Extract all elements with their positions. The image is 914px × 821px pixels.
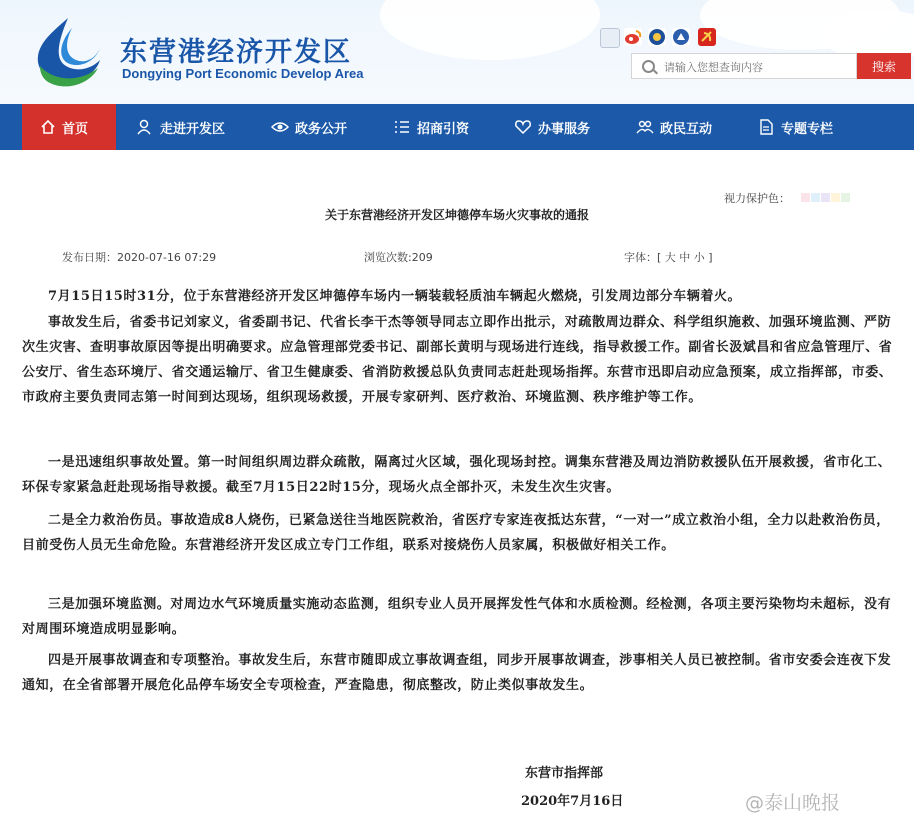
header-cloud: [380, 0, 600, 60]
document-icon: [757, 119, 775, 135]
nav-item-label: 首页: [62, 121, 89, 137]
article-title: 关于东营港经济开发区坤德停车场火灾事故的通报: [324, 208, 589, 222]
publish-date: 发布日期：2020-07-16 07:29: [62, 251, 217, 264]
font-size-switcher[interactable]: 字体：[ 大 中 小 ]: [624, 251, 713, 264]
view-count: 浏览次数:209: [364, 251, 433, 264]
sign-date: 2020年7月16日: [521, 794, 624, 809]
nav-item-label: 走进开发区: [160, 121, 226, 137]
user-icon: [136, 119, 154, 135]
nav-item-label: 办事服务: [538, 121, 591, 137]
search-input[interactable]: [662, 57, 851, 77]
nav-item-home[interactable]: [22, 104, 116, 150]
emblem-icon[interactable]: [672, 28, 690, 46]
nav-item-services[interactable]: [514, 104, 590, 150]
eye-icon: [271, 119, 289, 135]
article-paragraph: 三是加强环境监测。对周边水气环境质量实施动态监测，组织专业人员开展挥发性气体和水质检测。经检测，各项主要污染物均未超标，没有对周围环境造成明显影响。: [22, 597, 892, 637]
nav-item-label: 招商引资: [417, 121, 470, 137]
site-title: 东营港经济开发区: [120, 37, 352, 68]
main-nav: [0, 104, 914, 150]
nav-item-label: 政务公开: [295, 121, 348, 137]
nav-item-label: 专题专栏: [781, 121, 834, 137]
site-logo-icon[interactable]: [30, 14, 106, 90]
eye-care-color-swatch[interactable]: [811, 193, 820, 202]
people-icon: [636, 119, 654, 135]
article-paragraph: 事故发生后，省委书记刘家义，省委副书记、代省长李干杰等领导同志立即作出批示，对疏散周边群众、科学组织施救、加强环境监测、严防次生灾害、查明事故原因等提出明确要求。应急管理部党委书记、副部长黄明与现场进行连线，指导救援工作。副省长汲斌昌和省应急管理厅、省公安厅、省生态环境厅、省交通运输厅、省卫生健康委、省消防救援总队负责同志赶赴现场指挥。东营市迅即启动应急预案，成立指挥部，市委、市政府主要负责同志第一时间到达现场，组织现场救援，开展专家研判、医疗救治、环境监测、秩序维护等工作。: [22, 315, 893, 405]
nav-item-investment[interactable]: [393, 104, 469, 150]
site-subtitle: Dongying Port Economic Develop Area: [122, 66, 364, 81]
party-emblem-icon[interactable]: [698, 28, 716, 46]
nav-item-about[interactable]: [136, 104, 225, 150]
weibo-watermark: @泰山晚报: [745, 792, 841, 814]
nav-item-label: 政民互动: [660, 121, 713, 137]
nav-item-interaction[interactable]: [636, 104, 712, 150]
eye-care-color-swatch[interactable]: [831, 193, 840, 202]
police-badge-icon[interactable]: [648, 28, 666, 46]
nav-item-gov-affairs[interactable]: [271, 104, 347, 150]
article-paragraph: 一是迅速组织事故处置。第一时间组织周边群众疏散，隔离过火区域，强化现场封控。调集东营港及周边消防救援队伍开展救援，省市化工、环保专家紧急赶赴现场指导救援。截至7月15日22时15分，现场火点全部扑灭，未发生次生灾害。: [22, 455, 892, 495]
list-icon: [393, 119, 411, 135]
search-icon: [642, 60, 655, 73]
vision-protection-label: 视力保护色：: [724, 192, 790, 205]
site-header: [0, 0, 914, 104]
signature: 东营市指挥部: [525, 766, 604, 781]
article-paragraph: 7月15日15时31分，位于东营港经济开发区坤德停车场内一辆装载轻质油车辆起火燃烧，引发周边部分车辆着火。: [48, 289, 742, 304]
search-box: [631, 53, 857, 79]
article-paragraph: 四是开展事故调查和专项整治。事故发生后，东营市随即成立事故调查组，同步开展事故调查，涉事相关人员已被控制。省市安委会连夜下发通知，在全省部署开展危化品停车场安全专项检查，严查隐患，彻底整改，防止类似事故发生。: [22, 653, 892, 693]
eye-care-color-swatch[interactable]: [821, 193, 830, 202]
eye-care-color-swatch[interactable]: [841, 193, 850, 202]
home-icon: [40, 119, 56, 135]
heart-icon: [514, 119, 532, 135]
search-button[interactable]: 搜索: [857, 53, 911, 79]
eye-care-color-swatch[interactable]: [801, 193, 810, 202]
nav-item-topics[interactable]: [757, 104, 833, 150]
weibo-icon[interactable]: [624, 28, 642, 46]
article-paragraph: 二是全力救治伤员。事故造成8人烧伤，已紧急送往当地医院救治，省医疗专家连夜抵达东营，“一对一”成立救治小组，全力以赴救治伤员，目前受伤人员无生命危险。东营港经济开发区成立专门工作组，联系对接烧伤人员家属，积极做好相关工作。: [22, 513, 890, 553]
mobile-icon[interactable]: [600, 28, 620, 48]
